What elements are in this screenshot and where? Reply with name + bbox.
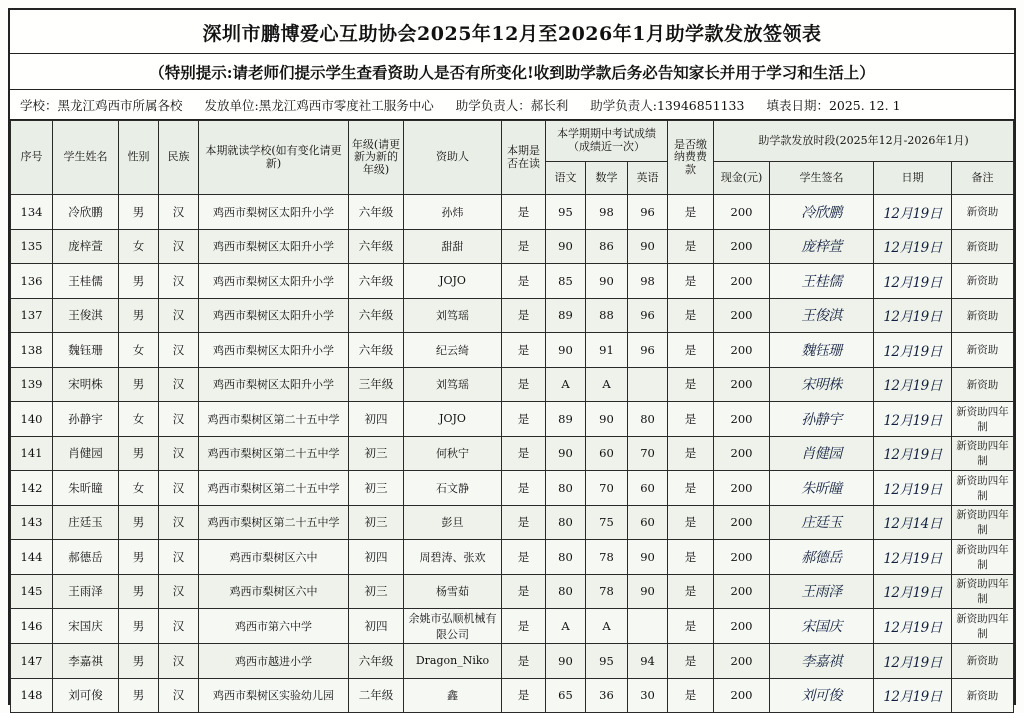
cell-fee: 是	[668, 333, 714, 368]
cell-remark: 新资助四年制	[952, 436, 1014, 471]
cell-ethnicity: 汉	[159, 678, 199, 713]
cell-school: 鸡西市第六中学	[199, 609, 349, 644]
cell-name: 庄廷玉	[53, 505, 119, 540]
cell-gender: 男	[119, 195, 159, 230]
th-enrolled: 本期是否在读	[502, 121, 546, 195]
cell-remark: 新资助四年制	[952, 505, 1014, 540]
cell-grade: 六年级	[349, 298, 404, 333]
cell-chinese: 80	[546, 505, 586, 540]
cell-signature: 魏钰珊	[770, 333, 874, 368]
th-student-name: 学生姓名	[53, 121, 119, 195]
cell-gender: 女	[119, 333, 159, 368]
table-row	[11, 333, 1014, 368]
cell-math: 60	[586, 436, 628, 471]
payout-table	[10, 120, 1014, 713]
cell-gender: 男	[119, 367, 159, 402]
page-title: 深圳市鹏博爱心互助协会2025年12月至2026年1月助学款发放签领表	[10, 10, 1014, 54]
cell-ethnicity: 汉	[159, 574, 199, 609]
cell-sponsor: 刘笃瑶	[404, 298, 502, 333]
table-row	[11, 644, 1014, 679]
cell-school: 鸡西市梨树区六中	[199, 574, 349, 609]
table-row	[11, 436, 1014, 471]
table-row	[11, 229, 1014, 264]
cell-fee: 是	[668, 540, 714, 575]
cell-index: 144	[11, 540, 53, 575]
cell-school: 鸡西市梨树区太阳升小学	[199, 333, 349, 368]
cell-chinese: A	[546, 609, 586, 644]
cell-index: 141	[11, 436, 53, 471]
cell-ethnicity: 汉	[159, 195, 199, 230]
cell-cash: 200	[714, 471, 770, 506]
th-sponsor: 资助人	[404, 121, 502, 195]
cell-ethnicity: 汉	[159, 264, 199, 299]
cell-enrolled: 是	[502, 195, 546, 230]
cell-school: 鸡西市梨树区第二十五中学	[199, 505, 349, 540]
cell-ethnicity: 汉	[159, 644, 199, 679]
cell-math: 78	[586, 540, 628, 575]
cell-index: 138	[11, 333, 53, 368]
cell-sponsor: JOJO	[404, 402, 502, 437]
th-score-chinese: 语文	[546, 162, 586, 195]
cell-grade: 初四	[349, 609, 404, 644]
cell-fee: 是	[668, 678, 714, 713]
cell-math: 90	[586, 402, 628, 437]
cell-ethnicity: 汉	[159, 471, 199, 506]
table-row	[11, 367, 1014, 402]
cell-school: 鸡西市梨树区太阳升小学	[199, 229, 349, 264]
cell-gender: 女	[119, 229, 159, 264]
cell-cash: 200	[714, 540, 770, 575]
cell-index: 137	[11, 298, 53, 333]
cell-remark: 新资助四年制	[952, 402, 1014, 437]
table-header	[11, 121, 1014, 195]
table-row	[11, 540, 1014, 575]
table-row	[11, 609, 1014, 644]
cell-gender: 男	[119, 678, 159, 713]
cell-sponsor: 余姚市弘顺机械有限公司	[404, 609, 502, 644]
cell-school: 鸡西市梨树区第二十五中学	[199, 471, 349, 506]
cell-index: 135	[11, 229, 53, 264]
cell-index: 134	[11, 195, 53, 230]
cell-name: 朱昕瞳	[53, 471, 119, 506]
cell-grade: 初三	[349, 471, 404, 506]
cell-date: 12月19日	[874, 229, 952, 264]
cell-date: 12月19日	[874, 298, 952, 333]
cell-school: 鸡西市梨树区实验幼儿园	[199, 678, 349, 713]
th-school: 本期就读学校(如有变化请更新)	[199, 121, 349, 195]
cell-english: 96	[628, 333, 668, 368]
cell-sponsor: 彭旦	[404, 505, 502, 540]
cell-english	[628, 367, 668, 402]
th-index: 序号	[11, 121, 53, 195]
cell-signature: 肖健园	[770, 436, 874, 471]
cell-cash: 200	[714, 367, 770, 402]
cell-fee: 是	[668, 644, 714, 679]
cell-cash: 200	[714, 609, 770, 644]
cell-fee: 是	[668, 471, 714, 506]
table-row	[11, 195, 1014, 230]
cell-math: 88	[586, 298, 628, 333]
cell-grade: 三年级	[349, 367, 404, 402]
cell-fee: 是	[668, 367, 714, 402]
th-gender: 性别	[119, 121, 159, 195]
cell-chinese: 80	[546, 540, 586, 575]
cell-signature: 朱昕瞳	[770, 471, 874, 506]
cell-remark: 新资助	[952, 229, 1014, 264]
cell-grade: 初三	[349, 574, 404, 609]
cell-name: 王俊淇	[53, 298, 119, 333]
cell-cash: 200	[714, 333, 770, 368]
cell-grade: 六年级	[349, 229, 404, 264]
cell-chinese: 90	[546, 333, 586, 368]
cell-chinese: 80	[546, 471, 586, 506]
cell-cash: 200	[714, 402, 770, 437]
cell-english: 30	[628, 678, 668, 713]
cell-math: 95	[586, 644, 628, 679]
cell-remark: 新资助	[952, 367, 1014, 402]
cell-grade: 初三	[349, 436, 404, 471]
cell-math: 36	[586, 678, 628, 713]
cell-gender: 男	[119, 644, 159, 679]
special-notice: （特别提示:请老师们提示学生查看资助人是否有所变化!收到助学款后务必告知家长并用于学习和生活上）	[10, 54, 1014, 90]
cell-ethnicity: 汉	[159, 229, 199, 264]
cell-math: 90	[586, 264, 628, 299]
cell-name: 庞梓萱	[53, 229, 119, 264]
cell-gender: 男	[119, 264, 159, 299]
cell-signature: 宋明株	[770, 367, 874, 402]
cell-remark: 新资助	[952, 678, 1014, 713]
cell-chinese: A	[546, 367, 586, 402]
cell-gender: 女	[119, 402, 159, 437]
cell-name: 李嘉祺	[53, 644, 119, 679]
cell-name: 肖健园	[53, 436, 119, 471]
cell-signature: 王雨泽	[770, 574, 874, 609]
cell-english: 60	[628, 471, 668, 506]
meta-school: 学校：黑龙江鸡西市所属各校	[20, 98, 183, 113]
cell-school: 鸡西市梨树区太阳升小学	[199, 298, 349, 333]
cell-index: 148	[11, 678, 53, 713]
cell-sponsor: 甜甜	[404, 229, 502, 264]
meta-manager-name: 助学负责人：郝长利	[455, 98, 569, 113]
cell-grade: 六年级	[349, 333, 404, 368]
cell-enrolled: 是	[502, 402, 546, 437]
cell-enrolled: 是	[502, 264, 546, 299]
cell-grade: 二年级	[349, 678, 404, 713]
cell-english: 96	[628, 298, 668, 333]
cell-name: 刘可俊	[53, 678, 119, 713]
cell-index: 140	[11, 402, 53, 437]
cell-remark: 新资助四年制	[952, 540, 1014, 575]
cell-date: 12月19日	[874, 471, 952, 506]
table-body	[11, 195, 1014, 713]
cell-ethnicity: 汉	[159, 333, 199, 368]
cell-chinese: 65	[546, 678, 586, 713]
cell-signature: 王桂儒	[770, 264, 874, 299]
th-score-english: 英语	[628, 162, 668, 195]
cell-signature: 宋国庆	[770, 609, 874, 644]
cell-gender: 男	[119, 298, 159, 333]
cell-signature: 李嘉祺	[770, 644, 874, 679]
cell-math: A	[586, 367, 628, 402]
cell-name: 宋国庆	[53, 609, 119, 644]
cell-grade: 六年级	[349, 264, 404, 299]
cell-gender: 女	[119, 471, 159, 506]
cell-cash: 200	[714, 264, 770, 299]
cell-date: 12月19日	[874, 264, 952, 299]
cell-date: 12月19日	[874, 574, 952, 609]
cell-cash: 200	[714, 644, 770, 679]
cell-remark: 新资助	[952, 298, 1014, 333]
cell-school: 鸡西市梨树区太阳升小学	[199, 367, 349, 402]
cell-fee: 是	[668, 505, 714, 540]
cell-grade: 初四	[349, 540, 404, 575]
th-cash: 现金(元)	[714, 162, 770, 195]
cell-index: 136	[11, 264, 53, 299]
signature-sheet	[8, 8, 1016, 705]
cell-chinese: 89	[546, 402, 586, 437]
cell-date: 12月19日	[874, 678, 952, 713]
cell-enrolled: 是	[502, 574, 546, 609]
meta-issuing-unit: 发放单位:黑龙江鸡西市零度社工服务中心	[204, 98, 434, 113]
cell-chinese: 85	[546, 264, 586, 299]
cell-ethnicity: 汉	[159, 540, 199, 575]
cell-remark: 新资助四年制	[952, 471, 1014, 506]
cell-ethnicity: 汉	[159, 609, 199, 644]
table-row	[11, 678, 1014, 713]
cell-sponsor: 何秋宁	[404, 436, 502, 471]
cell-fee: 是	[668, 402, 714, 437]
cell-index: 139	[11, 367, 53, 402]
cell-signature: 王俊淇	[770, 298, 874, 333]
cell-name: 孙静宇	[53, 402, 119, 437]
cell-fee: 是	[668, 264, 714, 299]
cell-sponsor: Dragon_Niko	[404, 644, 502, 679]
cell-school: 鸡西市梨树区太阳升小学	[199, 264, 349, 299]
cell-sponsor: 周碧涛、张欢	[404, 540, 502, 575]
cell-signature: 郝德岳	[770, 540, 874, 575]
cell-chinese: 95	[546, 195, 586, 230]
cell-date: 12月19日	[874, 609, 952, 644]
cell-remark: 新资助	[952, 195, 1014, 230]
cell-gender: 男	[119, 540, 159, 575]
cell-fee: 是	[668, 609, 714, 644]
cell-cash: 200	[714, 574, 770, 609]
cell-fee: 是	[668, 574, 714, 609]
cell-enrolled: 是	[502, 471, 546, 506]
cell-enrolled: 是	[502, 540, 546, 575]
cell-chinese: 90	[546, 229, 586, 264]
cell-index: 143	[11, 505, 53, 540]
cell-math: 75	[586, 505, 628, 540]
cell-name: 郝德岳	[53, 540, 119, 575]
cell-name: 冷欣鹏	[53, 195, 119, 230]
cell-enrolled: 是	[502, 505, 546, 540]
cell-english: 94	[628, 644, 668, 679]
cell-gender: 男	[119, 609, 159, 644]
cell-signature: 庄廷玉	[770, 505, 874, 540]
cell-cash: 200	[714, 298, 770, 333]
cell-enrolled: 是	[502, 678, 546, 713]
cell-gender: 男	[119, 505, 159, 540]
cell-name: 王雨泽	[53, 574, 119, 609]
meta-fill-date: 填表日期：2025. 12. 1	[766, 98, 901, 113]
meta-manager-phone: 助学负责人:13946851133	[590, 98, 745, 113]
cell-date: 12月14日	[874, 505, 952, 540]
cell-math: A	[586, 609, 628, 644]
th-date: 日期	[874, 162, 952, 195]
cell-enrolled: 是	[502, 644, 546, 679]
cell-english: 60	[628, 505, 668, 540]
th-fee-paid: 是否缴纳费费款	[668, 121, 714, 195]
cell-signature: 冷欣鹏	[770, 195, 874, 230]
cell-ethnicity: 汉	[159, 298, 199, 333]
cell-english: 98	[628, 264, 668, 299]
cell-math: 86	[586, 229, 628, 264]
cell-date: 12月19日	[874, 644, 952, 679]
cell-school: 鸡西市越进小学	[199, 644, 349, 679]
cell-enrolled: 是	[502, 609, 546, 644]
cell-signature: 庞梓萱	[770, 229, 874, 264]
cell-remark: 新资助	[952, 644, 1014, 679]
table-row	[11, 298, 1014, 333]
cell-date: 12月19日	[874, 195, 952, 230]
cell-gender: 男	[119, 436, 159, 471]
table-row	[11, 505, 1014, 540]
cell-ethnicity: 汉	[159, 505, 199, 540]
cell-index: 147	[11, 644, 53, 679]
cell-chinese: 90	[546, 436, 586, 471]
th-remark: 备注	[952, 162, 1014, 195]
cell-grade: 初三	[349, 505, 404, 540]
cell-fee: 是	[668, 298, 714, 333]
cell-math: 98	[586, 195, 628, 230]
th-score-math: 数学	[586, 162, 628, 195]
cell-signature: 孙静宇	[770, 402, 874, 437]
cell-sponsor: 孙炜	[404, 195, 502, 230]
cell-index: 146	[11, 609, 53, 644]
cell-ethnicity: 汉	[159, 367, 199, 402]
cell-sponsor: 刘笃瑶	[404, 367, 502, 402]
cell-math: 78	[586, 574, 628, 609]
cell-sponsor: 鑫	[404, 678, 502, 713]
cell-date: 12月19日	[874, 402, 952, 437]
cell-school: 鸡西市梨树区六中	[199, 540, 349, 575]
cell-school: 鸡西市梨树区太阳升小学	[199, 195, 349, 230]
cell-remark: 新资助四年制	[952, 609, 1014, 644]
cell-remark: 新资助四年制	[952, 574, 1014, 609]
cell-chinese: 89	[546, 298, 586, 333]
cell-index: 142	[11, 471, 53, 506]
cell-sponsor: 石文静	[404, 471, 502, 506]
cell-math: 70	[586, 471, 628, 506]
th-scores-group: 本学期期中考试成绩（成绩近一次）	[546, 121, 668, 162]
cell-ethnicity: 汉	[159, 436, 199, 471]
cell-enrolled: 是	[502, 367, 546, 402]
cell-name: 魏钰珊	[53, 333, 119, 368]
table-row	[11, 264, 1014, 299]
cell-index: 145	[11, 574, 53, 609]
cell-ethnicity: 汉	[159, 402, 199, 437]
cell-school: 鸡西市梨树区第二十五中学	[199, 402, 349, 437]
cell-cash: 200	[714, 229, 770, 264]
header-row-1	[11, 121, 1014, 162]
cell-fee: 是	[668, 229, 714, 264]
table-row	[11, 402, 1014, 437]
cell-grade: 初四	[349, 402, 404, 437]
cell-name: 宋明株	[53, 367, 119, 402]
cell-date: 12月19日	[874, 333, 952, 368]
table-row	[11, 574, 1014, 609]
cell-grade: 六年级	[349, 644, 404, 679]
table-row	[11, 471, 1014, 506]
cell-sponsor: 杨雪茹	[404, 574, 502, 609]
cell-chinese: 90	[546, 644, 586, 679]
cell-cash: 200	[714, 436, 770, 471]
cell-english: 90	[628, 540, 668, 575]
cell-chinese: 80	[546, 574, 586, 609]
cell-sponsor: 纪云绮	[404, 333, 502, 368]
cell-english	[628, 609, 668, 644]
cell-remark: 新资助	[952, 333, 1014, 368]
cell-grade: 六年级	[349, 195, 404, 230]
cell-enrolled: 是	[502, 333, 546, 368]
cell-enrolled: 是	[502, 298, 546, 333]
cell-english: 70	[628, 436, 668, 471]
cell-date: 12月19日	[874, 367, 952, 402]
cell-enrolled: 是	[502, 436, 546, 471]
cell-fee: 是	[668, 436, 714, 471]
cell-gender: 男	[119, 574, 159, 609]
th-grade: 年级(请更新为新的年级)	[349, 121, 404, 195]
th-payout-group: 助学款发放时段(2025年12月-2026年1月)	[714, 121, 1014, 162]
cell-sponsor: JOJO	[404, 264, 502, 299]
cell-english: 96	[628, 195, 668, 230]
th-signature: 学生签名	[770, 162, 874, 195]
cell-cash: 200	[714, 678, 770, 713]
cell-remark: 新资助	[952, 264, 1014, 299]
cell-name: 王桂儒	[53, 264, 119, 299]
cell-english: 90	[628, 574, 668, 609]
th-ethnicity: 民族	[159, 121, 199, 195]
cell-signature: 刘可俊	[770, 678, 874, 713]
cell-school: 鸡西市梨树区第二十五中学	[199, 436, 349, 471]
cell-english: 80	[628, 402, 668, 437]
cell-cash: 200	[714, 505, 770, 540]
cell-enrolled: 是	[502, 229, 546, 264]
cell-fee: 是	[668, 195, 714, 230]
meta-info-row	[10, 90, 1014, 120]
cell-math: 91	[586, 333, 628, 368]
cell-date: 12月19日	[874, 436, 952, 471]
cell-english: 90	[628, 229, 668, 264]
cell-date: 12月19日	[874, 540, 952, 575]
cell-cash: 200	[714, 195, 770, 230]
